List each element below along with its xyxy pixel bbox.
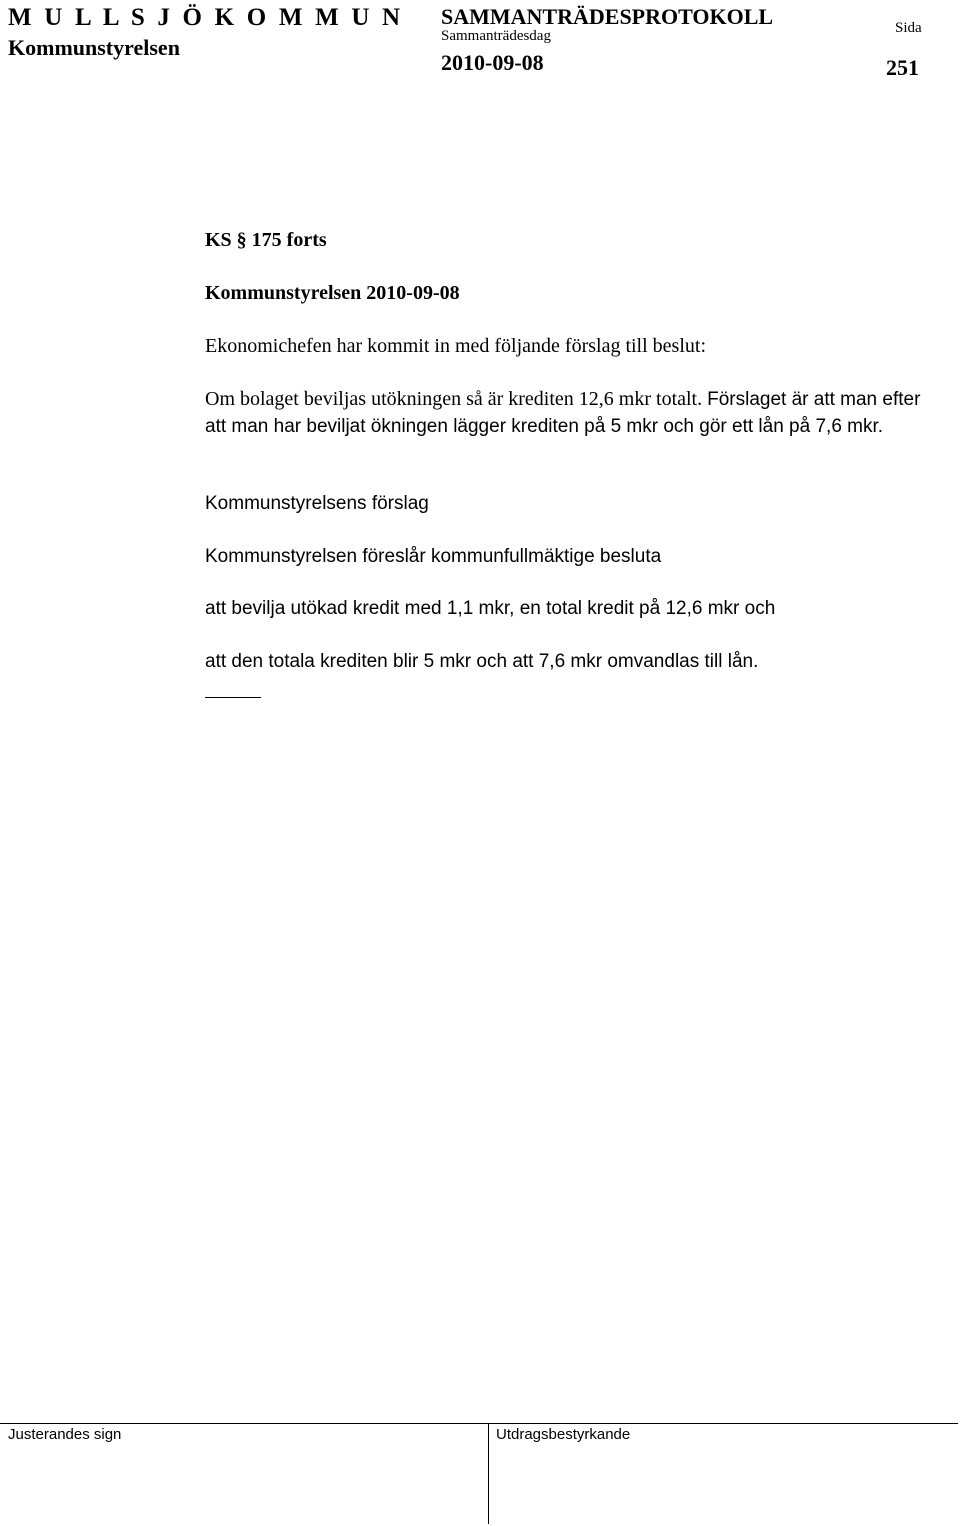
page-number: 251: [886, 55, 919, 80]
meeting-date: 2010-09-08: [441, 50, 544, 75]
signature-label: Justerandes sign: [8, 1426, 122, 1443]
paragraph-sans-text: Förslaget är att man efter att man har beviljat ökningen lägger krediten på 5 mkr och gör ett lån på 7,6 mkr.: [205, 389, 921, 437]
intro-text: Ekonomichefen har kommit in med följande förslag till beslut:: [205, 335, 706, 357]
proposal-intro: Kommunstyrelsen föreslår kommunfullmäktige besluta: [205, 546, 662, 567]
extract-certification-label: Utdragsbestyrkande: [496, 1426, 631, 1443]
proposal-paragraph: [205, 386, 925, 440]
decision-item-1: att bevilja utökad kredit med 1,1 mkr, en total kredit på 12,6 mkr och: [205, 598, 776, 619]
end-rule: [205, 697, 261, 698]
municipality-name: M U L L S J Ö K O M M U N: [8, 4, 404, 31]
protocol-title: SAMMANTRÄDESPROTOKOLL: [441, 4, 774, 29]
meeting-day-label: Sammanträdesdag: [441, 28, 551, 44]
footer-rule: [0, 1423, 958, 1424]
page-label: Sida: [895, 20, 922, 36]
paragraph-serif-text: Om bolaget beviljas utökningen så är krediten 12,6 mkr totalt.: [205, 388, 708, 410]
footer-divider: [488, 1424, 489, 1524]
committee-name: Kommunstyrelsen: [8, 35, 180, 60]
meeting-reference: Kommunstyrelsen 2010-09-08: [205, 282, 460, 304]
proposal-heading: Kommunstyrelsens förslag: [205, 493, 429, 514]
section-heading: KS § 175 forts: [205, 229, 327, 251]
decision-item-2: att den totala krediten blir 5 mkr och att 7,6 mkr omvandlas till lån.: [205, 651, 759, 672]
